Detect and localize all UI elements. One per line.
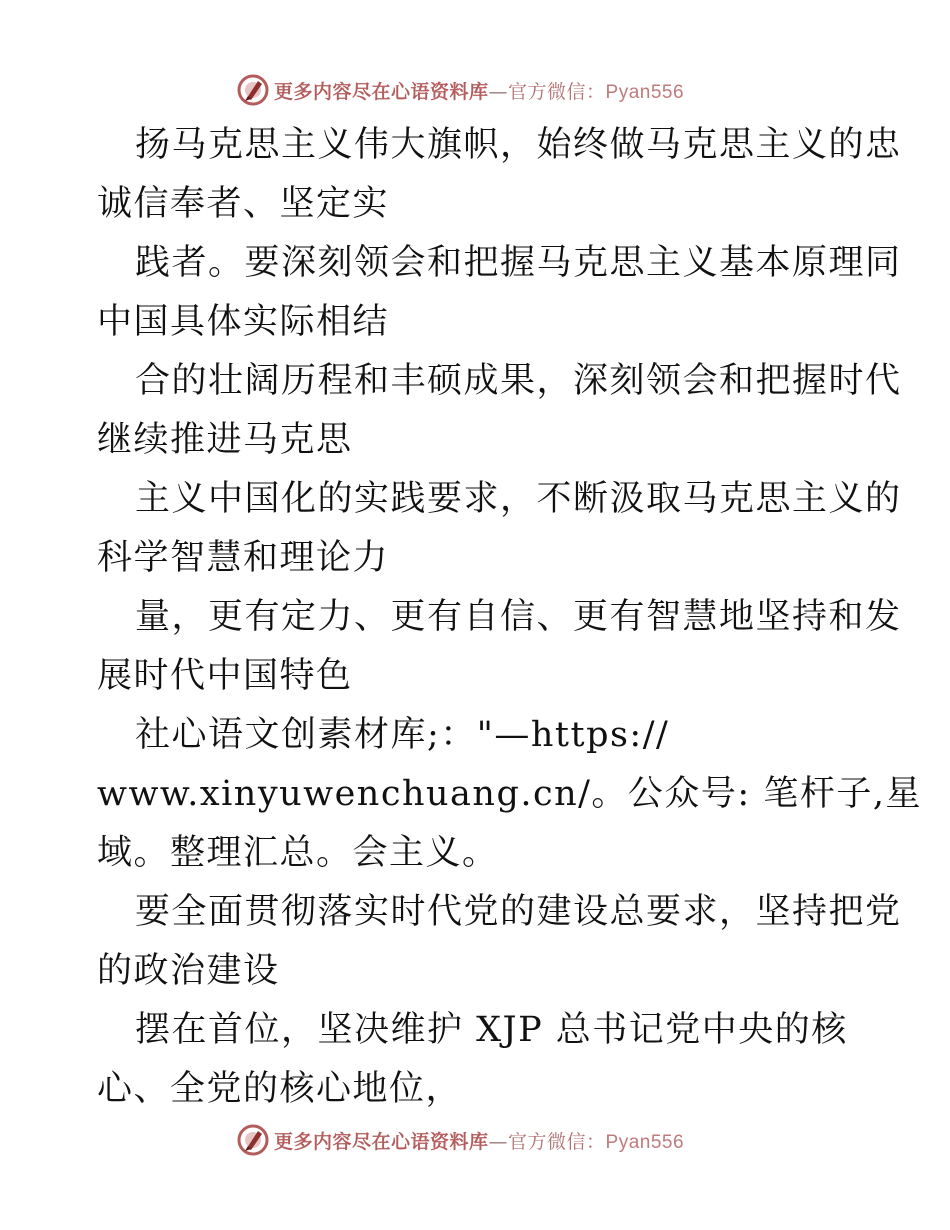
banner-wechat-id: Pyan556 — [605, 1131, 685, 1153]
text-line: 展时代中国特色 — [97, 656, 353, 696]
text-line: 域。整理汇总。会主义。 — [97, 833, 499, 873]
text-line: 扬马克思主义伟大旗帜，始终做马克思主义的忠 — [135, 125, 902, 165]
footer-banner-text — [274, 1127, 684, 1154]
text-line: 心、全党的核心地位， — [97, 1069, 463, 1109]
text-line: 践者。要深刻领会和把握马克思主义基本原理同 — [135, 243, 902, 283]
text-line: 要全面贯彻落实时代党的建设总要求，坚持把党 — [135, 892, 902, 932]
header-banner-text — [274, 77, 684, 104]
pen-nib-logo-icon — [236, 1123, 270, 1157]
pen-nib-logo-icon — [236, 73, 270, 107]
banner-wechat-id: Pyan556 — [605, 81, 685, 103]
banner-brand: 更多内容尽在心语资料库 — [274, 80, 489, 103]
banner-wechat-label: 官方微信： — [508, 1130, 606, 1153]
text-line: 中国具体实际相结 — [97, 302, 390, 342]
text-line: 的政治建设 — [97, 951, 280, 991]
footer-banner — [236, 1122, 684, 1158]
banner-wechat-label: 官方微信： — [508, 80, 606, 103]
text-line: 继续推进马克思 — [97, 420, 353, 460]
text-line: 诚信奉者、坚定实 — [97, 184, 390, 224]
text-line: 主义中国化的实践要求，不断汲取马克思主义的 — [135, 479, 902, 519]
banner-dash: — — [488, 80, 509, 103]
banner-dash: — — [488, 1130, 509, 1153]
text-line: 社心语文创素材库;："—https:// — [135, 715, 670, 755]
text-line: www.xinyuwenchuang.cn/。公众号: 笔杆子,星 — [97, 774, 922, 814]
header-banner — [236, 72, 684, 108]
text-line: 科学智慧和理论力 — [97, 538, 390, 578]
text-line: 量，更有定力、更有自信、更有智慧地坚持和发 — [135, 597, 902, 637]
banner-brand: 更多内容尽在心语资料库 — [274, 1130, 489, 1153]
text-line: 摆在首位，坚决维护 XJP 总书记党中央的核 — [135, 1010, 848, 1050]
document-body — [97, 116, 922, 1119]
text-line: 合的壮阔历程和丰硕成果，深刻领会和把握时代 — [135, 361, 902, 401]
